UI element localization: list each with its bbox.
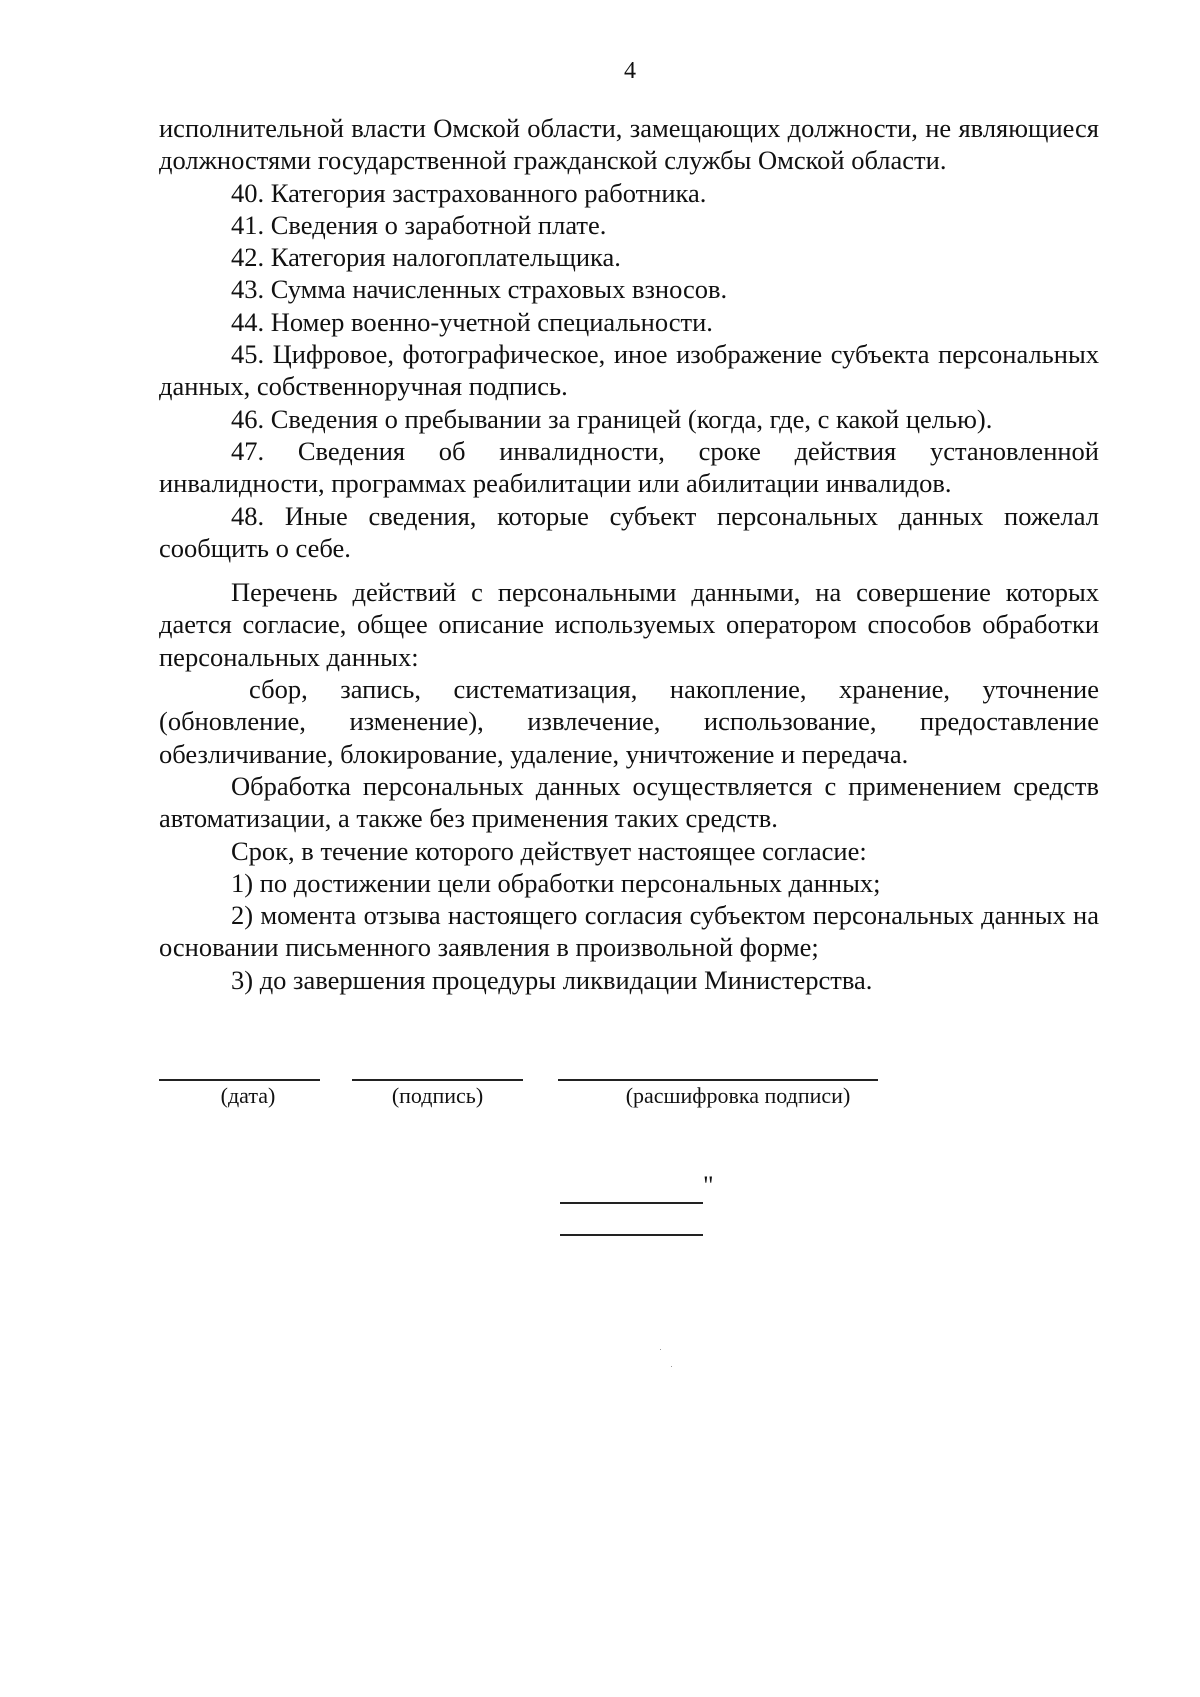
signature-line <box>352 1079 523 1081</box>
list-item-48: 48. Иные сведения, которые субъект персональных данных пожелал сообщить о себе. <box>159 500 1099 563</box>
closing-quote-mark: " <box>703 1171 714 1200</box>
list-item-45: 45. Цифровое, фотографическое, иное изображение субъекта персональных данных, собственноручная подпись. <box>159 339 1099 402</box>
document-body <box>159 112 1099 996</box>
validity-item-3: 3) до завершения процедуры ликвидации Министерства. <box>231 964 873 995</box>
scan-speck <box>660 1349 661 1350</box>
list-item-47: 47. Сведения об инвалидности, сроке действия установленной инвалидности, программах реабилитации или абилитации инвалидов. <box>159 435 1099 499</box>
list-item-46: 46. Сведения о пребывании за границей (когда, где, с какой целью). <box>231 403 993 434</box>
signature-caption: (подпись) <box>391 1083 484 1108</box>
decryption-caption: (расшифровка подписи) <box>625 1083 851 1108</box>
closing-line-top <box>560 1202 703 1204</box>
scan-speck <box>671 1366 672 1367</box>
actions-list: сбор, запись, систематизация, накопление, хранение, уточнение (обновление, изменение), извлечение, использование, предоставление обезличивание, блокирование, удаление, уничтожение и передача. <box>159 674 1099 769</box>
closing-line-bottom <box>560 1234 703 1236</box>
validity-item-2: 2) момента отзыва настоящего согласия субъектом персональных данных на основании письменного заявления в произвольной форме; <box>159 900 1099 963</box>
list-item-40: 40. Категория застрахованного работника. <box>231 177 707 208</box>
date-line <box>159 1079 320 1081</box>
processing-method-paragraph: Обработка персональных данных осуществляется с применением средств автоматизации, а также без применения таких средств. <box>159 770 1099 834</box>
actions-list-intro: Перечень действий с персональными данными, на совершение которых дается согласие, общее описание используемых оператором способов обработки персональных данных: <box>159 577 1099 672</box>
page-number: 4 <box>624 58 636 84</box>
date-caption: (дата) <box>220 1083 276 1108</box>
list-item-42: 42. Категория налогоплательщика. <box>231 242 621 273</box>
validity-item-1: 1) по достижении цели обработки персональных данных; <box>231 867 881 898</box>
decryption-line <box>558 1079 878 1081</box>
list-item-44: 44. Номер военно-учетной специальности. <box>231 306 713 337</box>
list-item-43: 43. Сумма начисленных страховых взносов. <box>231 274 728 305</box>
paragraph-continuation: исполнительной власти Омской области, замещающих должности, не являющиеся должностями государственной гражданской службы Омской области. <box>159 113 1099 176</box>
list-item-41: 41. Сведения о заработной плате. <box>231 209 607 240</box>
validity-period-heading: Срок, в течение которого действует настоящее согласие: <box>231 835 867 866</box>
